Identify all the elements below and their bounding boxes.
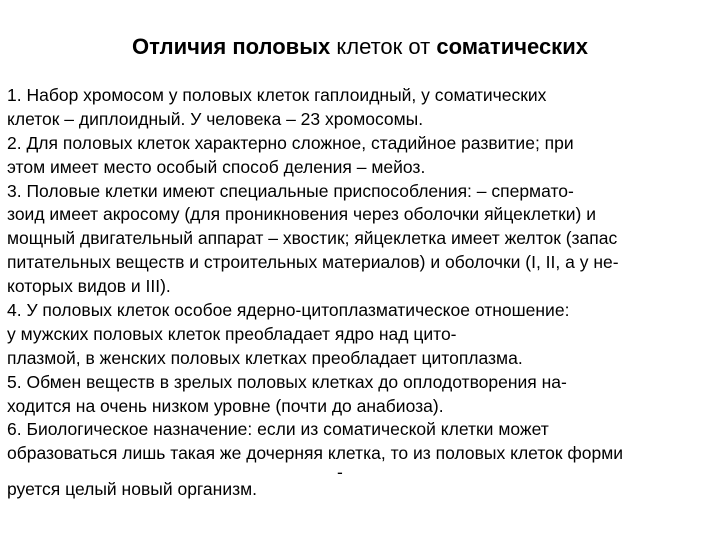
hyphen-dash: -	[337, 462, 343, 483]
text-line: 4. У половых клеток особое ядерно-цитоплазматическое отношение:	[7, 300, 570, 321]
slide-title	[0, 33, 720, 61]
text-line: образоваться лишь такая же дочерняя клетка, то из половых клеток форми	[7, 443, 624, 464]
text-line: у мужских половых клеток преобладает ядро над цито-	[7, 323, 457, 344]
text-line: которых видов и III).	[7, 276, 171, 297]
title-regular-part: клеток от	[336, 34, 431, 59]
text-line: 1. Набор хромосом у половых клеток гаплоидный, у соматических	[7, 85, 547, 105]
text-line: 6. Биологическое назначение: если из соматической клетки может	[7, 419, 549, 440]
text-line: плазмой, в женских половых клетках преобладает цитоплазма.	[7, 347, 523, 368]
title-bold-part-2: соматических	[436, 34, 588, 59]
text-line: ходится на очень низком уровне (почти до анабиоза).	[7, 395, 444, 416]
text-line: мощный двигательный аппарат – хвостик; яйцеклетка имеет желток (запас	[7, 228, 618, 249]
text-line: питательных веществ и строительных материалов) и оболочки (I, II, а у не-	[7, 252, 619, 273]
text-line: этом имеет место особый способ деления – мейоз.	[7, 156, 426, 177]
text-line-last: руется целый новый организм.	[7, 479, 258, 500]
body-text	[7, 84, 719, 502]
text-line: клеток – диплоидный. У человека – 23 хромосомы.	[7, 108, 424, 129]
text-line: 2. Для половых клеток характерно сложное, стадийное развитие; при	[7, 132, 574, 153]
text-line: 3. Половые клетки имеют специальные приспособления: – спермато-	[7, 180, 574, 201]
title-bold-part-1: Отличия половых	[132, 34, 331, 59]
text-line: 5. Обмен веществ в зрелых половых клетках до оплодотворения на-	[7, 371, 567, 392]
text-line: зоид имеет акросому (для проникновения через оболочки яйцеклетки) и	[7, 204, 597, 225]
